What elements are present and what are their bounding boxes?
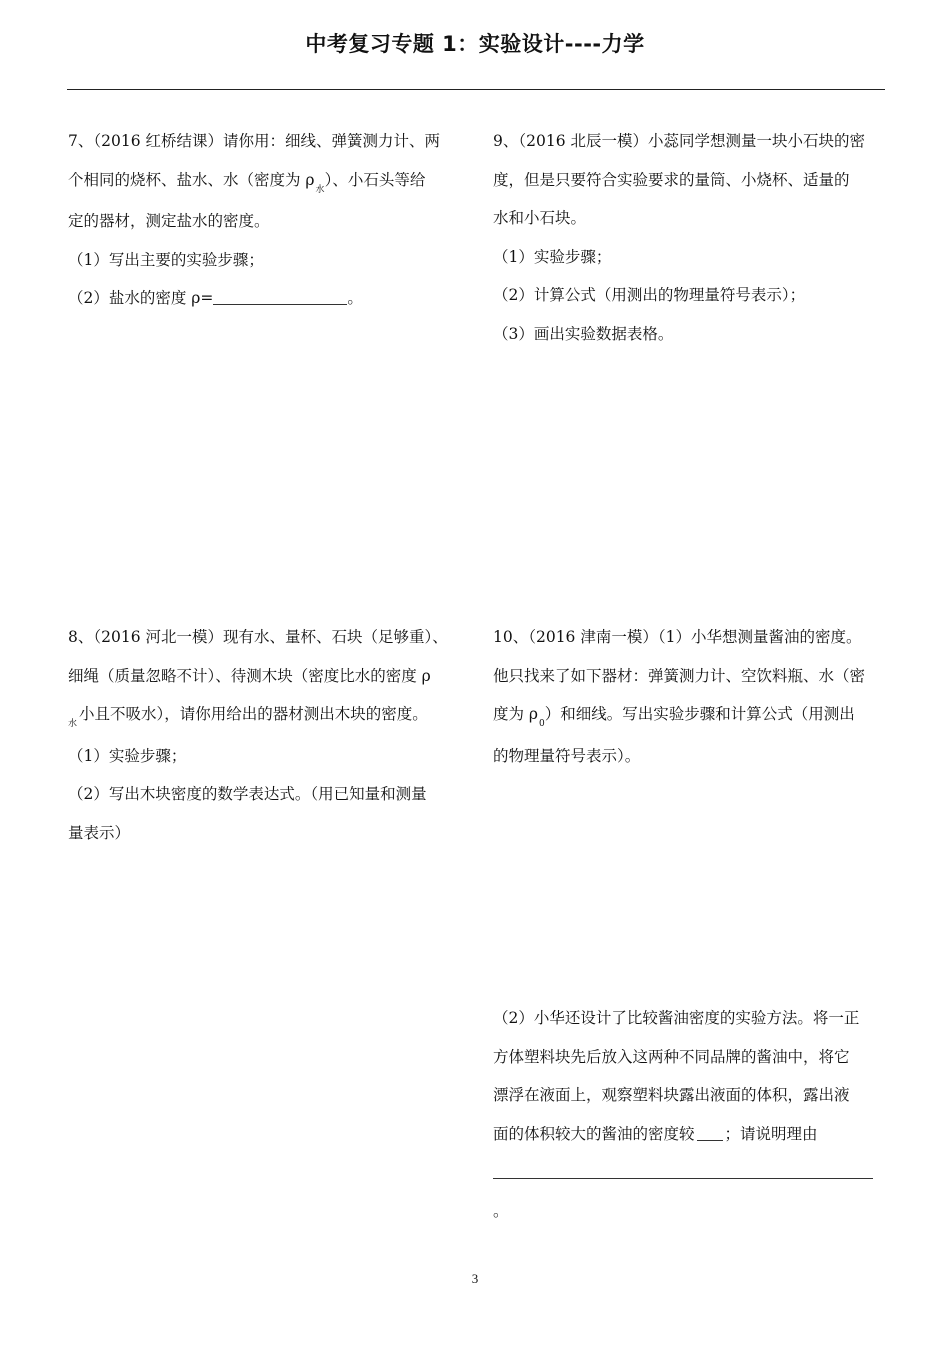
answer-blank-reason[interactable] bbox=[493, 1160, 873, 1179]
question-10-part-2-line-1: （2）小华还设计了比较酱油密度的实验方法。将一正 bbox=[493, 1009, 860, 1027]
rho-water-subscript: 水 bbox=[315, 184, 325, 195]
rho-water-subscript: 水 bbox=[68, 719, 78, 729]
question-7-step-2 bbox=[68, 279, 463, 318]
question-10-part-2-end: 。 bbox=[493, 1201, 509, 1220]
question-8-step-2: （2）写出木块密度的数学表达式。（用已知量和测量 bbox=[68, 785, 427, 803]
question-10-line-4: 的物理量符号表示）。 bbox=[493, 746, 641, 765]
answer-blank-brine-density[interactable] bbox=[213, 286, 347, 305]
question-10-part-2-line-4 bbox=[493, 1115, 885, 1154]
question-8-line-1: 8、（2016 河北一模）现有水、量杯、石块（足够重）、 bbox=[68, 628, 448, 646]
question-10-part-2 bbox=[493, 999, 885, 1230]
question-10-line-3-tail: ）和细线。写出实验步骤和计算公式（用测出 bbox=[544, 705, 855, 723]
answer-blank-density-comparison[interactable] bbox=[697, 1122, 723, 1141]
question-9-line-3: 水和小石块。 bbox=[493, 209, 587, 227]
question-7-line-2 bbox=[68, 161, 463, 203]
question-10 bbox=[493, 618, 885, 775]
question-10-part-2-line-3: 漂浮在液面上，观察塑料块露出液面的体积，露出液 bbox=[493, 1086, 850, 1104]
question-10-part-2-line-4-text: 面的体积较大的酱油的密度较 bbox=[493, 1124, 695, 1143]
question-9 bbox=[493, 122, 885, 353]
question-9-line-2: 度，但是只要符合实验要求的量筒、小烧杯、适量的 bbox=[493, 170, 850, 189]
question-9-step-3: （3）画出实验数据表格。 bbox=[493, 324, 674, 343]
question-10-line-1: 10、（2016 津南一模）（1）小华想测量酱油的密度。 bbox=[493, 628, 862, 646]
question-8 bbox=[68, 618, 463, 852]
question-10-part-2-line-5 bbox=[493, 1153, 885, 1230]
question-7-line-1: 7、（2016 红桥结课）请你用：细线、弹簧测力计、两 bbox=[68, 132, 440, 150]
question-7-line-3: 定的器材，测定盐水的密度。 bbox=[68, 212, 270, 230]
page-title: 中考复习专题 1：实验设计----力学 bbox=[305, 32, 645, 56]
question-9-step-2: （2）计算公式（用测出的物理量符号表示）； bbox=[493, 286, 806, 304]
question-8-line-3-text: 小且不吸水），请你用给出的器材测出木块的密度。 bbox=[79, 705, 428, 723]
question-7-line-2-text: 个相同的烧杯、盐水、水（密度为 ρ bbox=[68, 170, 315, 189]
question-7-step-1: （1）写出主要的实验步骤； bbox=[68, 250, 264, 269]
question-10-part-2-line-4-tail: ；请说明理由 bbox=[724, 1124, 818, 1143]
question-7-step-2-end: 。 bbox=[347, 289, 363, 307]
question-7-line-2-tail: ）、小石头等给 bbox=[324, 170, 426, 189]
question-10-line-3 bbox=[493, 695, 885, 737]
question-10-line-3-text: 度为 ρ bbox=[493, 705, 539, 723]
question-10-part-2-line-2: 方体塑料块先后放入这两种不同品牌的酱油中，将它 bbox=[493, 1047, 850, 1066]
question-8-line-3 bbox=[68, 695, 463, 737]
question-8-step-1: （1）实验步骤； bbox=[68, 746, 187, 765]
question-9-step-1: （1）实验步骤； bbox=[493, 247, 612, 266]
question-8-line-2: 细绳（质量忽略不计）、待测木块（密度比水的密度 ρ bbox=[68, 666, 431, 685]
question-8-step-2-cont: 量表示） bbox=[68, 823, 131, 842]
question-10-line-2: 他只找来了如下器材：弹簧测力计、空饮料瓶、水（密 bbox=[493, 666, 866, 685]
rho-zero-subscript: 0 bbox=[539, 719, 545, 729]
page-number: 3 bbox=[471, 1271, 479, 1286]
question-7 bbox=[68, 122, 463, 318]
question-9-line-1: 9、（2016 北辰一模）小蕊同学想测量一块小石块的密 bbox=[493, 132, 865, 150]
header-divider bbox=[67, 89, 885, 90]
question-7-step-2-text: （2）盐水的密度 ρ= bbox=[68, 289, 214, 307]
